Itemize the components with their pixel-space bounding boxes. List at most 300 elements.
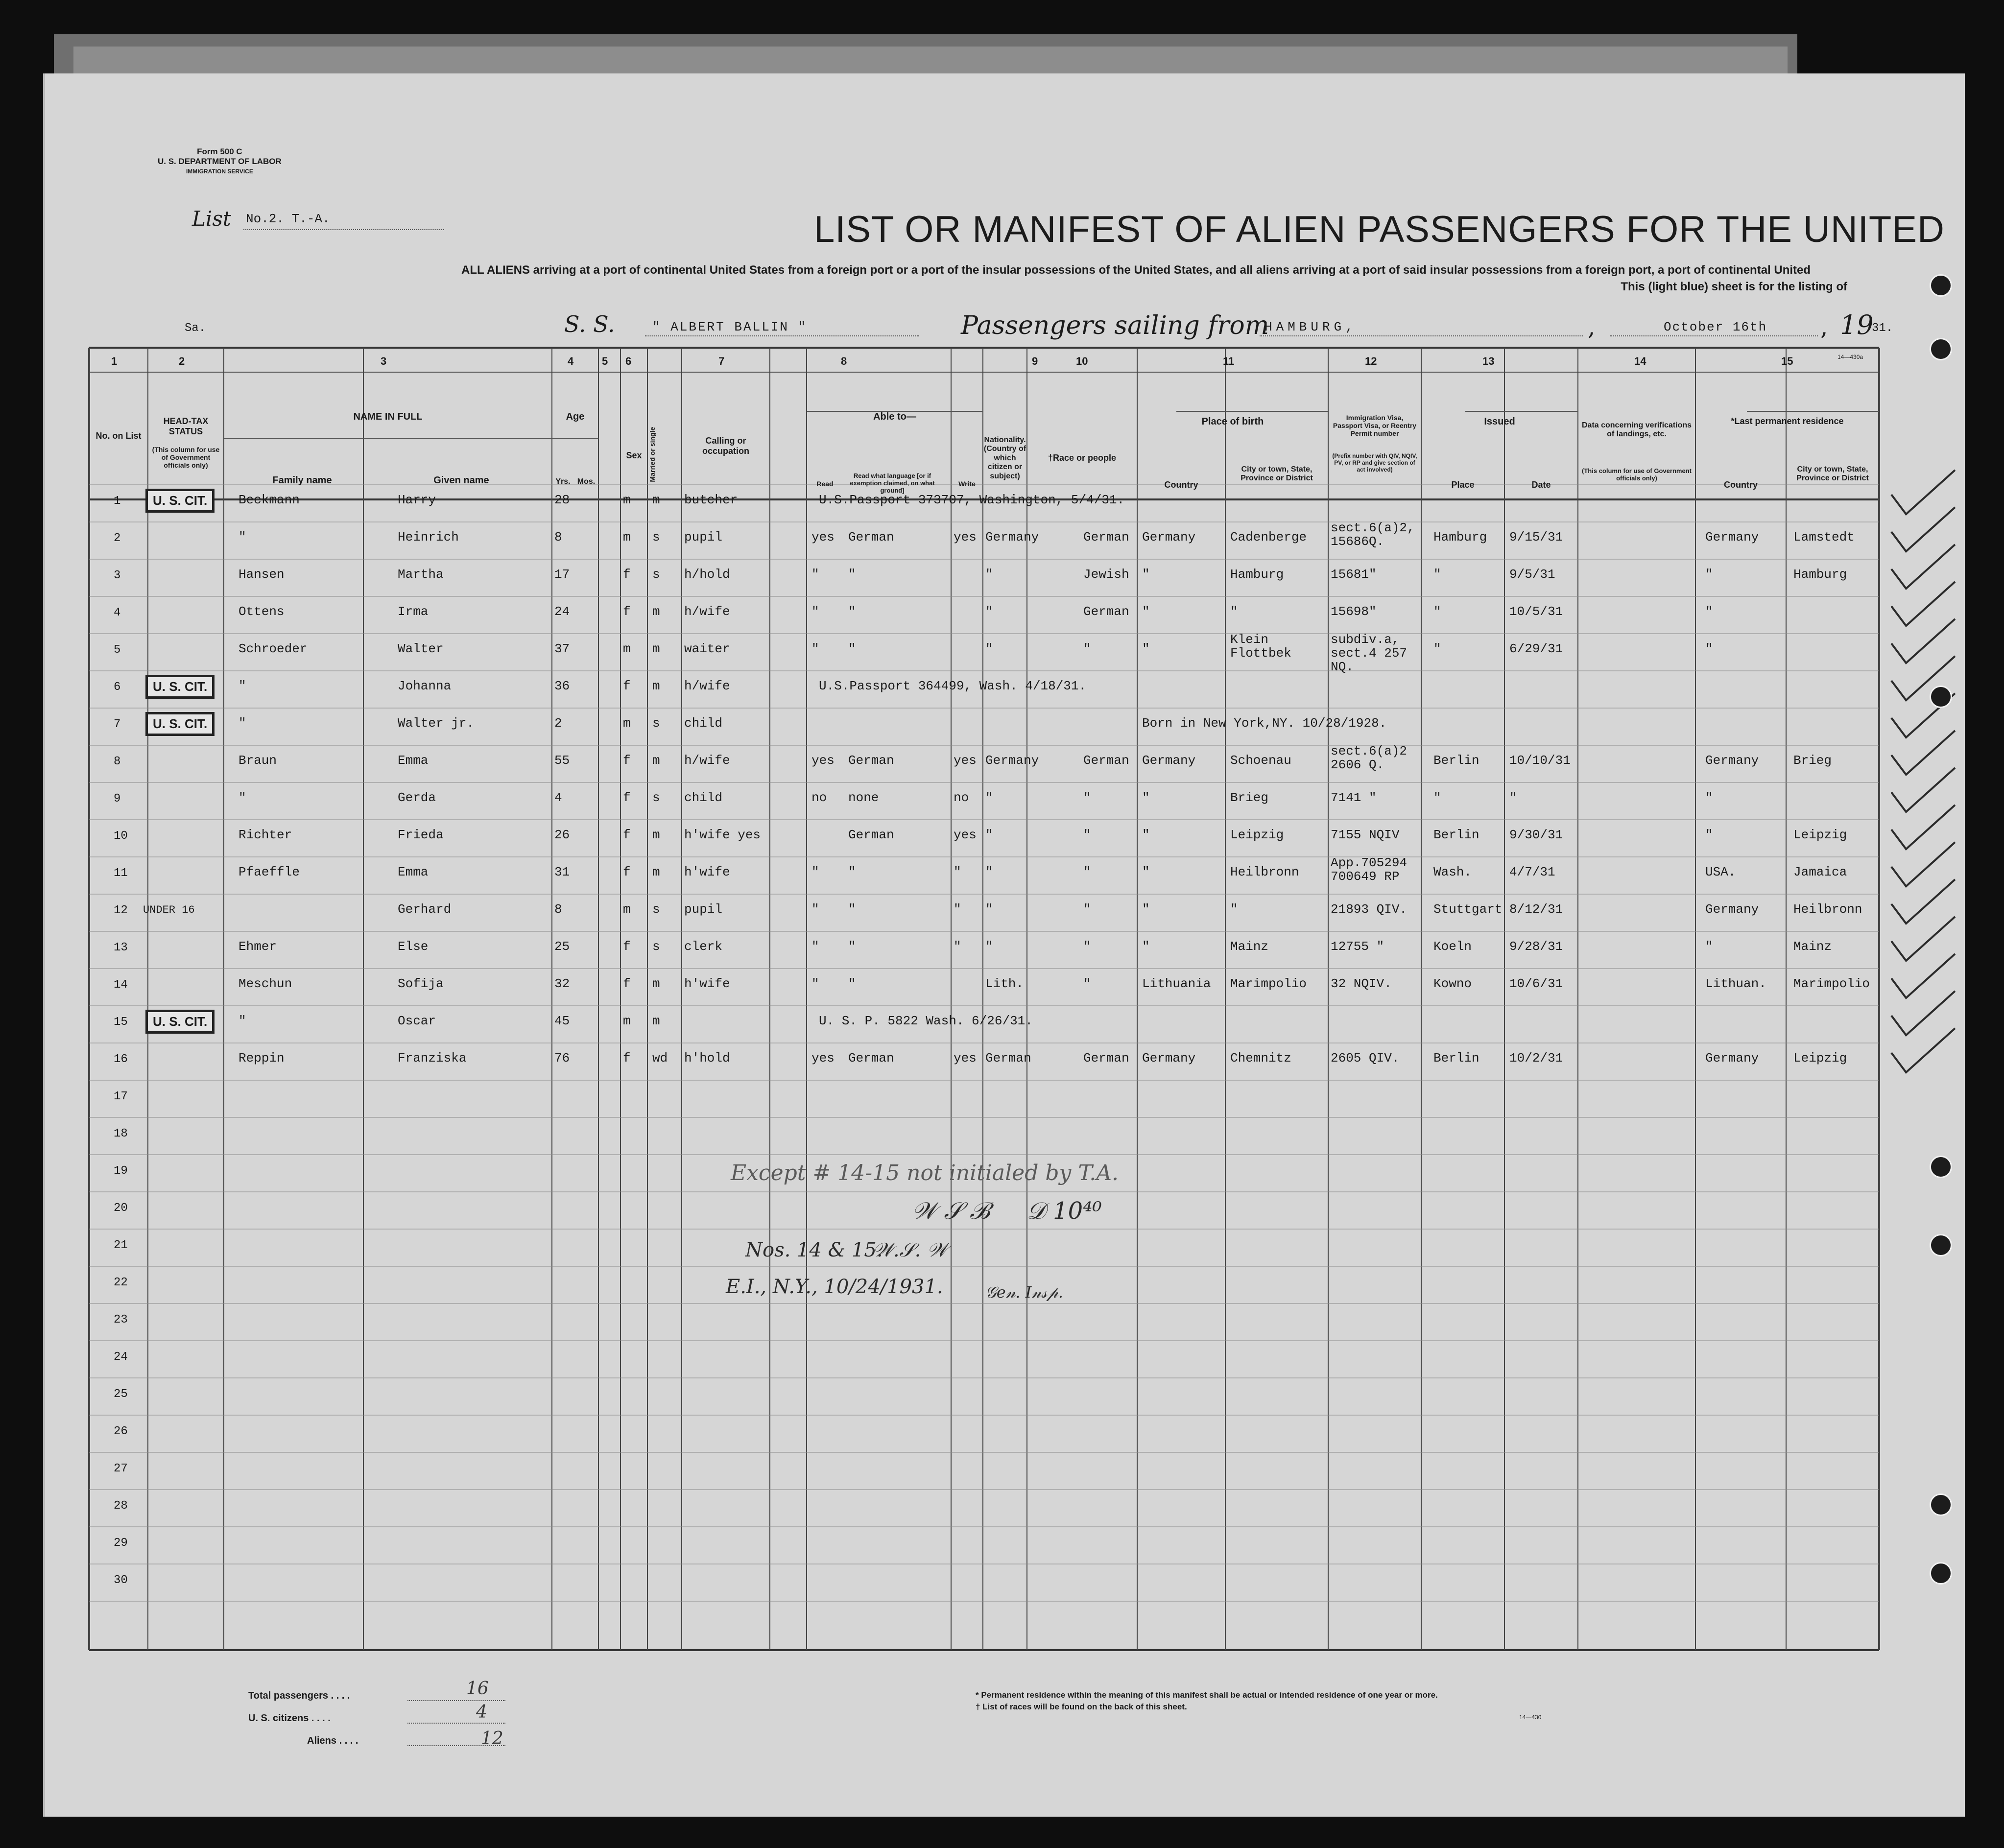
column-number: 15 — [1781, 355, 1793, 367]
header-read-lang: Read what language [or if exemption claimed, on what ground] — [850, 472, 935, 494]
marital-status: s — [652, 530, 660, 545]
given-name: Harry — [398, 493, 436, 507]
visa-number: 7155 NQIV — [1331, 828, 1400, 842]
residence-city: Heilbronn — [1793, 902, 1862, 917]
birth-country: " — [1142, 641, 1150, 656]
given-name: Emma — [398, 865, 429, 879]
nationality: " — [985, 939, 993, 954]
read-language: " — [848, 604, 856, 619]
can-read: " — [811, 604, 819, 619]
column-number: 10 — [1076, 355, 1088, 367]
family-name: Reppin — [239, 1051, 285, 1066]
can-write: yes — [954, 1051, 977, 1066]
birth-country: " — [1142, 567, 1150, 582]
header-visa-note: (Prefix number with QIV, NQIV, PV, or RP and give section of act involved) — [1332, 452, 1417, 473]
totals-labels: Total passengers . . . . U. S. citizens . . . . Aliens . . . . — [248, 1690, 358, 1746]
comma-2: , — [1820, 313, 1828, 341]
instructions-line-2: This (light blue) sheet is for the listing of — [1621, 280, 1847, 293]
column-number: 9 — [1032, 355, 1038, 367]
row-number: 16 — [114, 1053, 128, 1066]
read-language: German — [848, 753, 894, 768]
footnotes — [976, 1689, 1438, 1713]
residence-city: Hamburg — [1793, 567, 1847, 582]
age-years: 32 — [554, 976, 570, 991]
header-read: Read — [816, 480, 834, 488]
issued-date: " — [1509, 790, 1517, 805]
age-years: 24 — [554, 604, 570, 619]
occupation: h/wife — [684, 679, 730, 693]
visa-number: 32 NQIV. — [1331, 976, 1392, 991]
given-name: Oscar — [398, 1014, 436, 1028]
row-number: 23 — [114, 1313, 128, 1327]
occupation: pupil — [684, 902, 723, 917]
column-number: 5 — [602, 355, 608, 367]
residence-country: Germany — [1705, 530, 1759, 545]
given-name: Emma — [398, 753, 429, 768]
birth-country: " — [1142, 790, 1150, 805]
race: Jewish — [1083, 567, 1129, 582]
citizen-document: U.S.Passport 373707, Washington, 5/4/31. — [819, 493, 1125, 507]
header-able-to: Able to— — [873, 411, 916, 422]
birth-note: Born in New York,NY. 10/28/1928. — [1142, 716, 1387, 731]
column-number: 4 — [568, 355, 574, 367]
issued-date: 10/2/31 — [1509, 1051, 1563, 1066]
sex: f — [623, 939, 631, 954]
race: German — [1083, 1051, 1129, 1066]
issued-date: 8/12/31 — [1509, 902, 1563, 917]
age-years: 25 — [554, 939, 570, 954]
birth-city: Leipzig — [1230, 828, 1284, 842]
age-years: 28 — [554, 493, 570, 507]
age-years: 8 — [554, 530, 562, 545]
header-nationality: Nationality. (Country of which citizen or subject) — [983, 436, 1026, 480]
read-language: German — [848, 530, 894, 545]
marital-status: s — [652, 716, 660, 731]
can-read: " — [811, 902, 819, 917]
read-language: none — [848, 790, 879, 805]
form-code: 14—430a — [1837, 354, 1863, 360]
us-citizens-value: 4 — [476, 1702, 487, 1722]
given-name: Else — [398, 939, 429, 954]
read-language: German — [848, 1051, 894, 1066]
row-number: 27 — [114, 1462, 128, 1475]
occupation: child — [684, 716, 723, 731]
check-mark — [1891, 1028, 1955, 1072]
check-mark — [1891, 507, 1955, 551]
residence-country: " — [1705, 939, 1713, 954]
race: " — [1083, 865, 1091, 879]
row-number: 11 — [114, 867, 128, 880]
footnote-races: † List of races will be found on the back of this sheet. — [976, 1702, 1187, 1711]
sex: f — [623, 828, 631, 842]
column-number: 13 — [1482, 355, 1495, 367]
can-write: " — [954, 939, 961, 954]
check-mark — [1891, 619, 1955, 663]
row-number: 14 — [114, 978, 128, 992]
issued-place: " — [1433, 567, 1441, 582]
family-name: Schroeder — [239, 641, 308, 656]
column-number: 14 — [1634, 355, 1646, 367]
header-issued-place: Place — [1451, 480, 1475, 490]
header-visa: Immigration Visa, Passport Visa, or Reentry Permit number — [1333, 414, 1417, 438]
can-read: " — [811, 865, 819, 879]
nationality: Lith. — [985, 976, 1024, 991]
visa-number: 15681" — [1331, 567, 1377, 582]
row-number: 6 — [114, 681, 121, 694]
row-number: 8 — [114, 755, 121, 768]
sex: m — [623, 641, 631, 656]
aliens-label: Aliens — [307, 1735, 337, 1746]
row-number: 3 — [114, 569, 121, 582]
under-16-stamp: UNDER 16 — [143, 904, 195, 916]
read-language: " — [848, 641, 856, 656]
binder-hole — [1930, 686, 1952, 708]
birth-city: Mainz — [1230, 939, 1269, 954]
row-number: 18 — [114, 1127, 128, 1140]
department: U. S. DEPARTMENT OF LABOR — [158, 157, 282, 166]
ss-label: S. S. — [564, 311, 615, 337]
header-landings: Data concerning verifications of landings, etc. — [1581, 421, 1692, 439]
age-years: 37 — [554, 641, 570, 656]
nationality: " — [985, 604, 993, 619]
can-write: " — [954, 902, 961, 917]
check-mark — [1891, 991, 1955, 1035]
occupation: child — [684, 790, 723, 805]
header-city: City or town, State, Province or District — [1241, 465, 1313, 483]
birth-city: " — [1230, 604, 1238, 619]
row-number: 24 — [114, 1350, 128, 1364]
age-years: 76 — [554, 1051, 570, 1066]
header-name-in-full: NAME IN FULL — [353, 411, 423, 422]
marital-status: m — [652, 753, 660, 768]
race: " — [1083, 828, 1091, 842]
row-number: 7 — [114, 718, 121, 731]
residence-city: Brieg — [1793, 753, 1832, 768]
ship-name: " ALBERT BALLIN " — [652, 320, 808, 334]
birth-country: " — [1142, 939, 1150, 954]
page-title: LIST OR MANIFEST OF ALIEN PASSENGERS FOR THE UNITED — [814, 209, 1945, 250]
occupation: h'hold — [684, 1051, 730, 1066]
header-sex: Sex — [626, 450, 642, 460]
race: German — [1083, 604, 1129, 619]
can-read: " — [811, 567, 819, 582]
race: German — [1083, 530, 1129, 545]
residence-city: Mainz — [1793, 939, 1832, 954]
nationality: " — [985, 790, 993, 805]
sailing-port: HAMBURG, — [1264, 320, 1357, 334]
nationality: " — [985, 567, 993, 582]
can-read: no — [811, 790, 827, 805]
us-citizen-stamp: U. S. CIT. — [145, 675, 215, 699]
us-citizen-stamp: U. S. CIT. — [145, 489, 215, 513]
family-name: Braun — [239, 753, 277, 768]
birth-city: Brieg — [1230, 790, 1269, 805]
birth-city: Chemnitz — [1230, 1051, 1291, 1066]
family-name: " — [239, 679, 246, 693]
issued-place: Koeln — [1433, 939, 1472, 954]
residence-city: Leipzig — [1793, 1051, 1847, 1066]
family-name: Ehmer — [239, 939, 277, 954]
issued-date: 9/28/31 — [1509, 939, 1563, 954]
given-name: Gerhard — [398, 902, 452, 917]
age-years: 45 — [554, 1014, 570, 1028]
occupation: h/wife — [684, 604, 730, 619]
given-name: Walter jr. — [398, 716, 475, 731]
header-landings-note: (This column for use of Government officials only) — [1582, 467, 1692, 482]
birth-country: " — [1142, 604, 1150, 619]
issued-place: Berlin — [1433, 828, 1479, 842]
race: " — [1083, 939, 1091, 954]
birth-city: Cadenberge — [1230, 530, 1307, 545]
manifest-sheet — [43, 73, 1965, 1817]
occupation: h/wife — [684, 753, 730, 768]
sex: f — [623, 604, 631, 619]
binder-hole — [1930, 1234, 1952, 1256]
date-note: E.I., N.Y., 10/24/1931. — [726, 1276, 943, 1298]
nationality: German — [985, 1051, 1031, 1066]
marital-status: s — [652, 902, 660, 917]
check-mark — [1891, 917, 1955, 961]
occupation: clerk — [684, 939, 723, 954]
issued-place: Hamburg — [1433, 530, 1487, 545]
row-number: 28 — [114, 1499, 128, 1513]
header-married: Married or single — [648, 426, 656, 482]
marital-status: m — [652, 1014, 660, 1028]
marital-status: m — [652, 865, 660, 879]
marital-status: m — [652, 493, 660, 507]
visa-number: subdiv.a, sect.4 257 NQ. — [1331, 632, 1408, 674]
sex: f — [623, 790, 631, 805]
family-name: Beckmann — [239, 493, 300, 507]
row-number: 29 — [114, 1537, 128, 1550]
age-years: 17 — [554, 567, 570, 582]
age-years: 31 — [554, 865, 570, 879]
header-write: Write — [958, 480, 976, 488]
residence-country: " — [1705, 790, 1713, 805]
read-language: " — [848, 902, 856, 917]
visa-number: App.705294 700649 RP — [1331, 855, 1408, 884]
issued-date: 10/5/31 — [1509, 604, 1563, 619]
family-name: " — [239, 530, 246, 545]
header-res-city: City or town, State, Province or District — [1796, 465, 1869, 483]
check-mark — [1891, 842, 1955, 886]
sa-label: Sa. — [185, 322, 206, 335]
header-race: †Race or people — [1048, 453, 1117, 463]
family-name: " — [239, 716, 246, 731]
can-write: no — [954, 790, 969, 805]
marital-status: m — [652, 641, 660, 656]
given-name: Heinrich — [398, 530, 459, 545]
sex: m — [623, 902, 631, 917]
sex: m — [623, 493, 631, 507]
birth-country: " — [1142, 828, 1150, 842]
total-passengers-label: Total passengers — [248, 1690, 329, 1701]
visa-number: sect.6(a)2 2606 Q. — [1331, 744, 1408, 772]
row-number: 17 — [114, 1090, 128, 1103]
family-name: " — [239, 790, 246, 805]
sailing-label: Passengers sailing from — [961, 311, 1269, 340]
header-mos: Mos. — [577, 477, 596, 486]
instructions-line-1: ALL ALIENS arriving at a port of continental United States from a foreign port or a port of the insular possessions of the United States, and all aliens arriving at a port of said insular possessions from a foreign port, a port of continental United — [461, 263, 1811, 277]
given-name: Irma — [398, 604, 429, 619]
family-name: " — [239, 1014, 246, 1028]
header-calling: Calling or occupation — [702, 436, 749, 456]
visa-number: 2605 QIV. — [1331, 1051, 1400, 1066]
age-years: 8 — [554, 902, 562, 917]
family-name: Pfaeffle — [239, 865, 300, 879]
check-mark — [1891, 545, 1955, 589]
given-name: Walter — [398, 641, 444, 656]
sex: f — [623, 679, 631, 693]
binder-hole — [1930, 1562, 1952, 1585]
residence-country: " — [1705, 567, 1713, 582]
row-number: 30 — [114, 1574, 128, 1587]
list-number: No.2. T.-A. — [246, 212, 330, 226]
residence-country: USA. — [1705, 865, 1736, 879]
check-mark — [1891, 731, 1955, 775]
issued-place: " — [1433, 604, 1441, 619]
can-read: yes — [811, 530, 835, 545]
row-number: 13 — [114, 941, 128, 954]
given-name: Sofija — [398, 976, 444, 991]
can-write: yes — [954, 530, 977, 545]
birth-city: Klein Flottbek — [1230, 632, 1291, 661]
issued-place: Stuttgart — [1433, 902, 1503, 917]
sex: f — [623, 753, 631, 768]
occupation: h/hold — [684, 567, 730, 582]
can-write: yes — [954, 753, 977, 768]
residence-city: Jamaica — [1793, 865, 1847, 879]
occupation: h'wife yes — [684, 828, 761, 842]
occupation: waiter — [684, 641, 730, 656]
binder-hole — [1930, 1493, 1952, 1516]
issued-place: " — [1433, 641, 1441, 656]
sex: f — [623, 567, 631, 582]
issued-date: 9/15/31 — [1509, 530, 1563, 545]
check-mark — [1891, 470, 1955, 514]
column-number: 12 — [1365, 355, 1377, 367]
can-write: yes — [954, 828, 977, 842]
residence-country: " — [1705, 604, 1713, 619]
aliens-value: 12 — [481, 1729, 503, 1749]
sex: m — [623, 530, 631, 545]
residence-country: Germany — [1705, 753, 1759, 768]
marital-status: wd — [652, 1051, 668, 1066]
header-given-name: Given name — [433, 475, 489, 486]
nationality: Germany — [985, 753, 1039, 768]
column-number: 8 — [841, 355, 847, 367]
year-suffix: 31. — [1872, 322, 1893, 335]
birth-city: Marimpolio — [1230, 976, 1307, 991]
read-language: " — [848, 567, 856, 582]
birth-city: Hamburg — [1230, 567, 1284, 582]
birth-country: Germany — [1142, 753, 1196, 768]
sex: f — [623, 865, 631, 879]
citizens-dotline — [407, 1723, 505, 1724]
footnote-residence: * Permanent residence within the meaning of this manifest shall be actual or intended residence of one year or more. — [976, 1690, 1438, 1700]
check-mark — [1891, 879, 1955, 924]
list-label: List — [192, 207, 231, 231]
header-head-tax-note: (This column for use of Government officials only) — [152, 446, 220, 470]
column-number: 2 — [179, 355, 185, 367]
row-number: 9 — [114, 792, 121, 806]
issued-place: Berlin — [1433, 753, 1479, 768]
marital-status: m — [652, 828, 660, 842]
row-number: 5 — [114, 643, 121, 657]
row-number: 25 — [114, 1388, 128, 1401]
birth-country: " — [1142, 902, 1150, 917]
column-number: 1 — [111, 355, 118, 367]
birth-city: " — [1230, 902, 1238, 917]
column-number: 6 — [625, 355, 632, 367]
residence-country: " — [1705, 641, 1713, 656]
read-language: German — [848, 828, 894, 842]
us-citizen-stamp: U. S. CIT. — [145, 1010, 215, 1034]
occupation: h'wife — [684, 976, 730, 991]
total-dotline — [407, 1700, 505, 1701]
row-number: 20 — [114, 1202, 128, 1215]
binder-hole — [1930, 1156, 1952, 1178]
header-country: Country — [1164, 480, 1198, 490]
family-name: Meschun — [239, 976, 292, 991]
sex: f — [623, 976, 631, 991]
header-family-name: Family name — [272, 475, 332, 486]
citizen-document: U.S.Passport 364499, Wash. 4/18/31. — [819, 679, 1087, 693]
read-language: " — [848, 939, 856, 954]
marital-status: s — [652, 567, 660, 582]
issued-date: 9/30/31 — [1509, 828, 1563, 842]
can-read: " — [811, 976, 819, 991]
issued-date: 6/29/31 — [1509, 641, 1563, 656]
check-mark — [1891, 582, 1955, 626]
can-read: " — [811, 939, 819, 954]
sailing-date: October 16th — [1664, 320, 1767, 334]
issued-place: Kowno — [1433, 976, 1472, 991]
age-years: 55 — [554, 753, 570, 768]
issued-date: 4/7/31 — [1509, 865, 1555, 879]
can-write: " — [954, 865, 961, 879]
race: " — [1083, 902, 1091, 917]
row-number: 2 — [114, 532, 121, 545]
nationality: " — [985, 865, 993, 879]
header-age: Age — [566, 411, 585, 422]
residence-city: Leipzig — [1793, 828, 1847, 842]
race: " — [1083, 976, 1091, 991]
age-years: 36 — [554, 679, 570, 693]
us-citizen-stamp: U. S. CIT. — [145, 712, 215, 736]
marital-status: s — [652, 939, 660, 954]
row-number: 22 — [114, 1276, 128, 1289]
issued-date: 9/5/31 — [1509, 567, 1555, 582]
residence-city: Lamstedt — [1793, 530, 1855, 545]
check-mark — [1891, 768, 1955, 812]
sex: f — [623, 1051, 631, 1066]
manifest-grid — [45, 73, 1965, 1817]
birth-country: Germany — [1142, 1051, 1196, 1066]
issued-date: 10/6/31 — [1509, 976, 1563, 991]
read-language: " — [848, 865, 856, 879]
read-language: " — [848, 976, 856, 991]
header-last-residence: *Last permanent residence — [1731, 416, 1844, 426]
footer-form-code: 14—430 — [1519, 1714, 1542, 1721]
except-note: Except # 14-15 not initialed by T.A. — [731, 1161, 1119, 1185]
marital-status: s — [652, 790, 660, 805]
nos-note: Nos. 14 & 15. — [745, 1239, 883, 1261]
inspector-signature-1: 𝒲 𝒮 ℬ 𝒟 10⁴⁰ — [912, 1197, 1102, 1225]
visa-number: 21893 QIV. — [1331, 902, 1408, 917]
family-name: Hansen — [239, 567, 285, 582]
family-name: Richter — [239, 828, 292, 842]
